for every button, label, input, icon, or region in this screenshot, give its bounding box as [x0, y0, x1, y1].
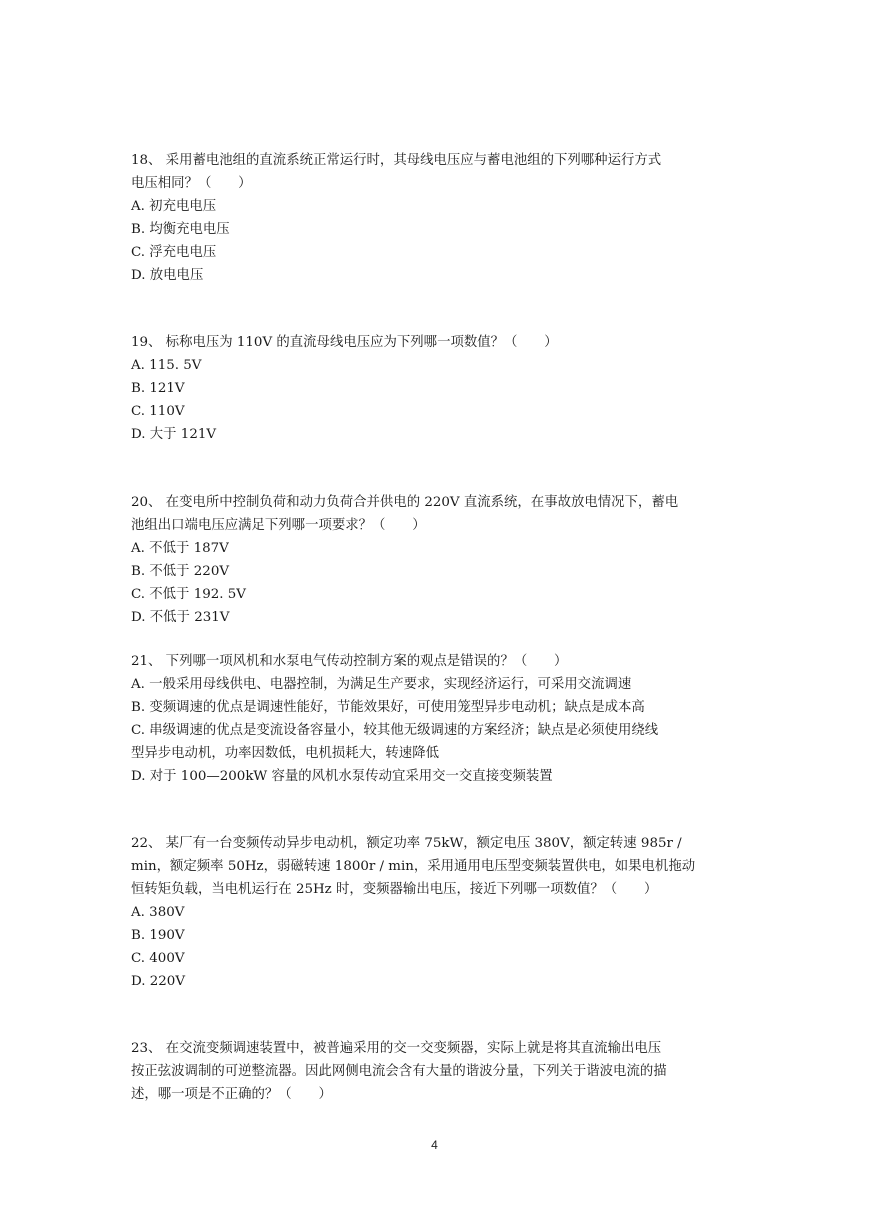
- question-21-option-d: D. 对于 100—200kW 容量的风机水泵传动宜采用交一交直接变频装置: [131, 769, 553, 784]
- question-18-option-c: C. 浮充电电压: [131, 245, 217, 260]
- question-18-stem-line-2: 电压相同？（ ）: [131, 176, 252, 191]
- question-18-option-b: B. 均衡充电电压: [131, 222, 230, 237]
- question-20-stem-line-1: 20、 在变电所中控制负荷和动力负荷合并供电的 220V 直流系统，在事故放电情况下，蓄电: [131, 495, 679, 510]
- question-22-stem-line-2: min，额定频率 50Hz，弱磁转速 1800r / min，采用通用电压型变频装置供电，如果电机拖动: [131, 859, 696, 874]
- question-23-stem-line-2: 按正弦波调制的可逆整流器。因此网侧电流会含有大量的谐波分量，下列关于谐波电流的描: [131, 1064, 667, 1079]
- question-23-stem-line-1: 23、 在交流变频调速装置中，被普遍采用的交一交变频器，实际上就是将其直流输出电压: [131, 1041, 662, 1056]
- question-21-option-b: B. 变频调速的优点是调速性能好，节能效果好，可使用笼型异步电动机；缺点是成本高: [131, 700, 645, 715]
- question-20-option-a: A. 不低于 187V: [131, 541, 229, 556]
- question-21-option-a: A. 一般采用母线供电、电器控制，为满足生产要求，实现经济运行，可采用交流调速: [131, 677, 632, 692]
- question-22-option-d: D. 220V: [131, 974, 186, 989]
- question-20-stem-line-2: 池组出口端电压应满足下列哪一项要求？（ ）: [131, 518, 426, 533]
- question-20-option-b: B. 不低于 220V: [131, 564, 230, 579]
- question-19-option-b: B. 121V: [131, 381, 185, 396]
- question-19-option-d: D. 大于 121V: [131, 427, 217, 442]
- question-18-stem-line-1: 18、 采用蓄电池组的直流系统正常运行时，其母线电压应与蓄电池组的下列哪种运行方式: [131, 153, 662, 168]
- question-19-option-c: C. 110V: [131, 404, 185, 419]
- question-22-option-a: A. 380V: [131, 905, 185, 920]
- question-22-stem-line-1: 22、 某厂有一台变频传动异步电动机，额定功率 75kW，额定电压 380V，额定转速 985r /: [131, 836, 682, 851]
- question-20-option-d: D. 不低于 231V: [131, 610, 230, 625]
- question-22-option-c: C. 400V: [131, 951, 185, 966]
- question-21-option-c-continued: 型异步电动机，功率因数低，电机损耗大，转速降低: [131, 746, 439, 761]
- question-19-option-a: A. 115. 5V: [131, 358, 202, 373]
- question-18-option-a: A. 初充电电压: [131, 199, 217, 214]
- question-21-option-c: C. 串级调速的优点是变流设备容量小，较其他无级调速的方案经济；缺点是必须使用绕线: [131, 723, 659, 738]
- question-22-option-b: B. 190V: [131, 928, 185, 943]
- question-19-stem-line-1: 19、 标称电压为 110V 的直流母线电压应为下列哪一项数值？（ ）: [131, 335, 558, 350]
- page-number: 4: [431, 1138, 438, 1152]
- question-22-stem-line-3: 恒转矩负载，当电机运行在 25Hz 时，变频器输出电压，接近下列哪一项数值？（ ）: [131, 882, 658, 897]
- question-23-stem-line-3: 述，哪一项是不正确的？（ ）: [131, 1087, 332, 1102]
- question-20-option-c: C. 不低于 192. 5V: [131, 587, 246, 602]
- question-18-option-d: D. 放电电压: [131, 268, 204, 283]
- question-21-stem-line-1: 21、 下列哪一项风机和水泵电气传动控制方案的观点是错误的？（ ）: [131, 654, 568, 669]
